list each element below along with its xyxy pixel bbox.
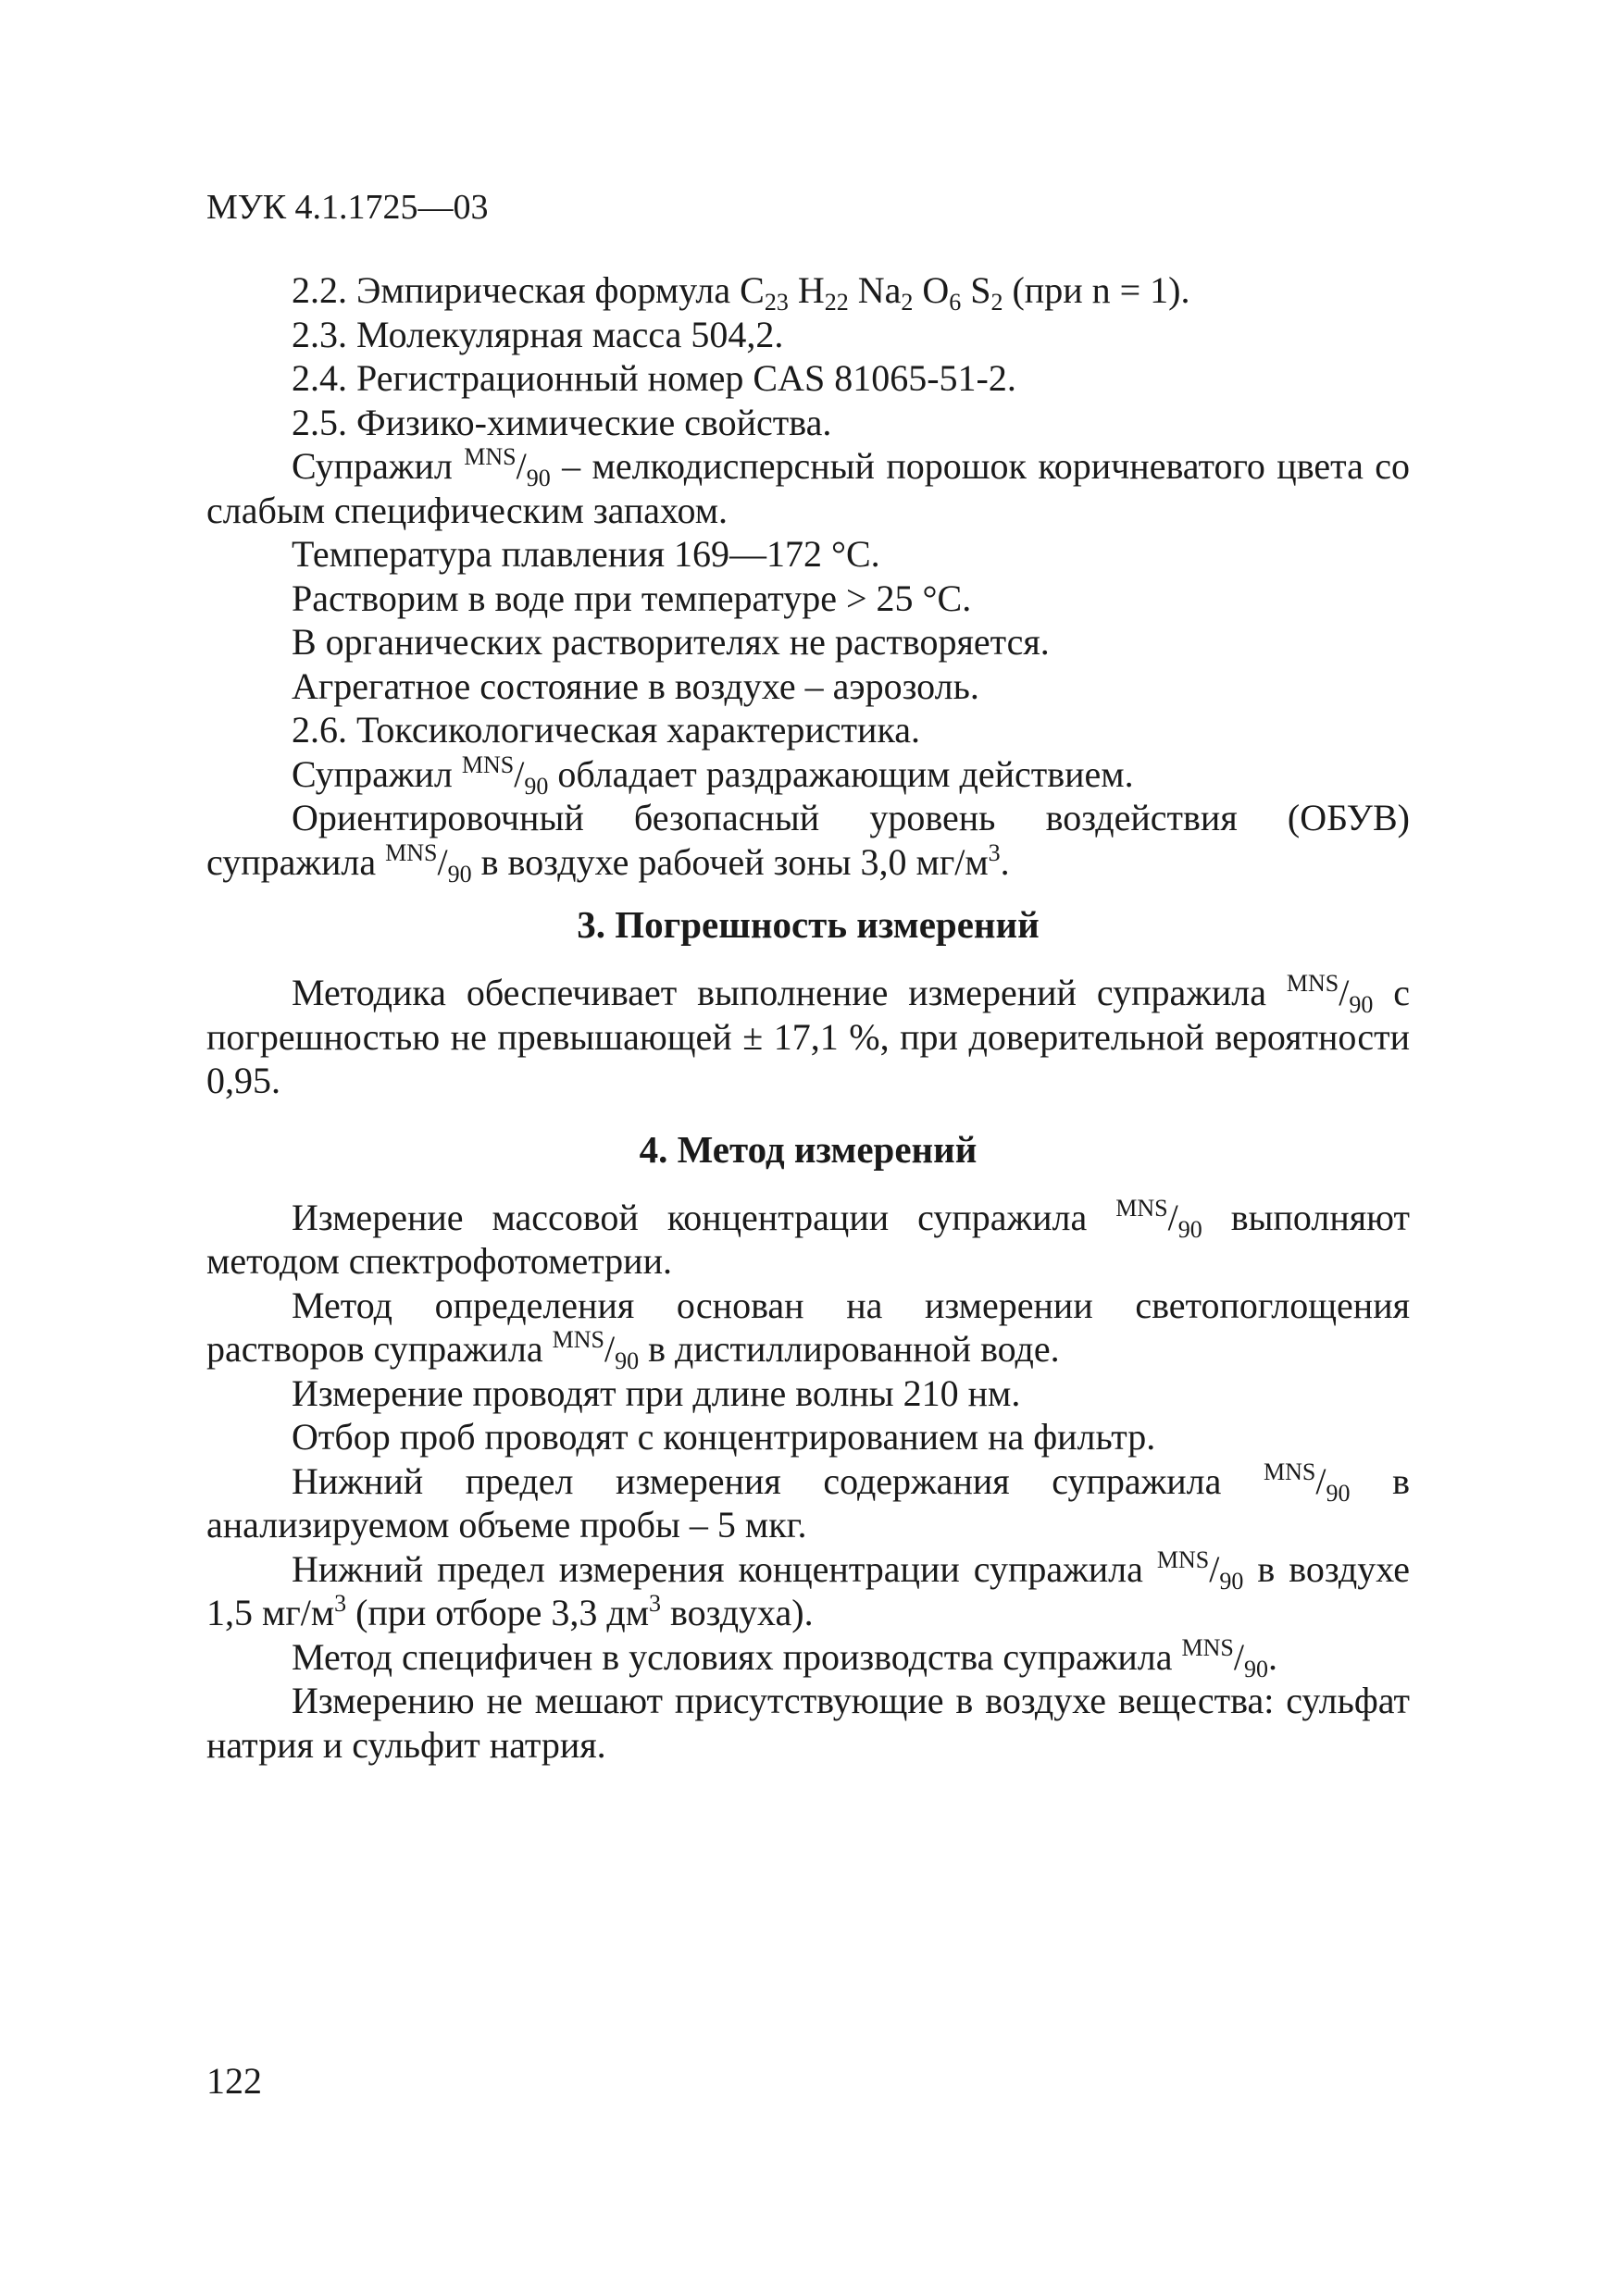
molecular-mass-paragraph: 2.3. Молекулярная масса 504,2. bbox=[292, 313, 784, 355]
description-paragraph: Супражил $^{MNS}/_{90}$ – мелкодисперсный порошок коричневатого цвета со слабым специфическим запахом. bbox=[206, 443, 1410, 531]
cas-number-paragraph: 2.4. Регистрационный номер CAS 81065-51-2. bbox=[292, 357, 1016, 399]
section-3-heading: 3. Погрешность измерений bbox=[577, 903, 1040, 946]
document-body bbox=[206, 268, 1410, 1767]
aggregate-state-paragraph: Агрегатное состояние в воздухе – аэрозоль. bbox=[292, 664, 979, 707]
method-paragraph-8: Измерению не мешают присутствующие в воздухе вещества: сульфат натрия и сульфит натрия. bbox=[206, 1680, 1410, 1766]
method-paragraph-1: Измерение массовой концентрации супражила $^{MNS}/_{90}$ выполняют методом спектрофотометрии. bbox=[206, 1194, 1410, 1282]
method-paragraph-3: Измерение проводят при длине волны 210 нм. bbox=[292, 1371, 1021, 1414]
error-paragraph: Методика обеспечивает выполнение измерений супражила $^{MNS}/_{90}$ с погрешностью не превышающей ± 17,1 %, при доверительной вероятности 0,95. bbox=[206, 970, 1410, 1101]
method-paragraph-5: Нижний предел измерения содержания супражила $^{MNS}/_{90}$ в анализируемом объеме пробы – 5 мкг. bbox=[206, 1458, 1410, 1545]
formula-paragraph: 2.2. Эмпирическая формула $C_{23}$ $H_{22}$ $Na_2$ $O_6$ $S_2$ (при n = 1). bbox=[292, 269, 1190, 316]
method-paragraph-2: Метод определения основан на измерении светопоглощения растворов супражила $^{MNS}/_{90}$ в дистиллированной воде. bbox=[206, 1284, 1410, 1374]
section-4-heading: 4. Метод измерений bbox=[639, 1127, 978, 1171]
toxicology-heading-paragraph: 2.6. Токсикологическая характеристика. bbox=[292, 709, 921, 751]
melting-point-paragraph: Температура плавления 169—172 °C. bbox=[292, 533, 880, 575]
method-paragraph-7: Метод специфичен в условиях производства супражила $^{MNS}/_{90}$. bbox=[292, 1633, 1277, 1682]
method-paragraph-4: Отбор проб проводят с концентрированием на фильтр. bbox=[292, 1416, 1156, 1458]
organic-solubility-paragraph: В органических растворителях не растворяется. bbox=[292, 621, 1050, 663]
method-paragraph-6: Нижний предел измерения концентрации супражила $^{MNS}/_{90}$ в воздухе 1,5 $мг/м^3$ (при отборе 3,3 $дм^3$ воздуха). bbox=[206, 1545, 1411, 1633]
page-number: 122 bbox=[206, 2060, 262, 2102]
mark-sup: MNS bbox=[464, 443, 517, 470]
mark-sub: 90 bbox=[526, 465, 551, 491]
obuv-paragraph: Ориентировочный безопасный уровень воздействия (ОБУВ) супражила $^{MNS}/_{90}$ в воздухе рабочей зоны 3,0 $мг/м^3$. bbox=[206, 797, 1410, 887]
irritant-paragraph: Супражил $^{MNS}/_{90}$ обладает раздражающим действием. bbox=[292, 751, 1134, 800]
water-solubility-paragraph: Растворим в воде при температуре > 25 °C. bbox=[292, 577, 972, 619]
properties-heading-paragraph: 2.5. Физико-химические свойства. bbox=[292, 401, 832, 443]
document-code: МУК 4.1.1725—03 bbox=[206, 188, 489, 227]
